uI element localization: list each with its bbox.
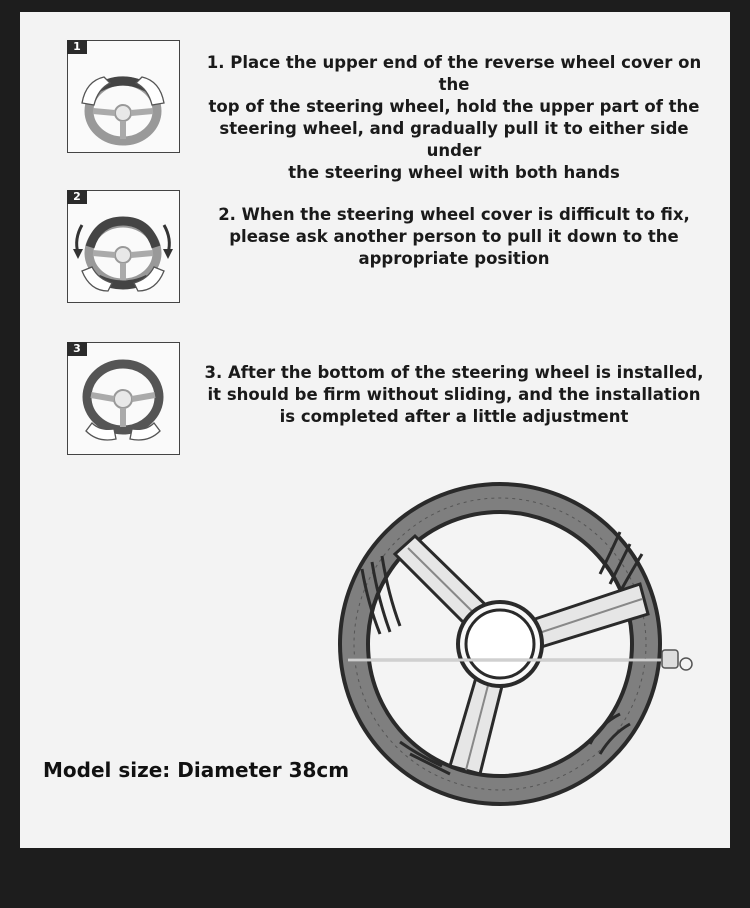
step-1-illustration — [67, 40, 180, 153]
hands-on-bottom-steering-wheel-icon — [68, 343, 179, 454]
step-1-badge: 1 — [67, 40, 87, 54]
step-3-badge: 3 — [67, 342, 87, 356]
step-3-illustration — [67, 342, 180, 455]
rotate-arrows-steering-wheel-icon — [68, 191, 179, 302]
step-2-illustration — [67, 190, 180, 303]
step-2-badge: 2 — [67, 190, 87, 204]
hands-on-top-steering-wheel-icon — [68, 41, 179, 152]
instruction-sheet — [20, 12, 730, 848]
model-size-label: Model size: Diameter 38cm — [43, 758, 350, 782]
steering-wheel-cover-illustration — [320, 474, 700, 814]
step-1-text: 1. Place the upper end of the reverse wheel cover on the top of the steering wheel, hold the upper part of the steering wheel, and gradually pull it to either side under the steering wheel with both hands — [206, 53, 702, 182]
step-3-text: 3. After the bottom of the steering wheel is installed, it should be firm without sliding, and the installation is completed after a little adjustment — [204, 363, 704, 426]
step-2-text: 2. When the steering wheel cover is difficult to fix, please ask another person to pull it down to the appropriate position — [218, 205, 690, 268]
